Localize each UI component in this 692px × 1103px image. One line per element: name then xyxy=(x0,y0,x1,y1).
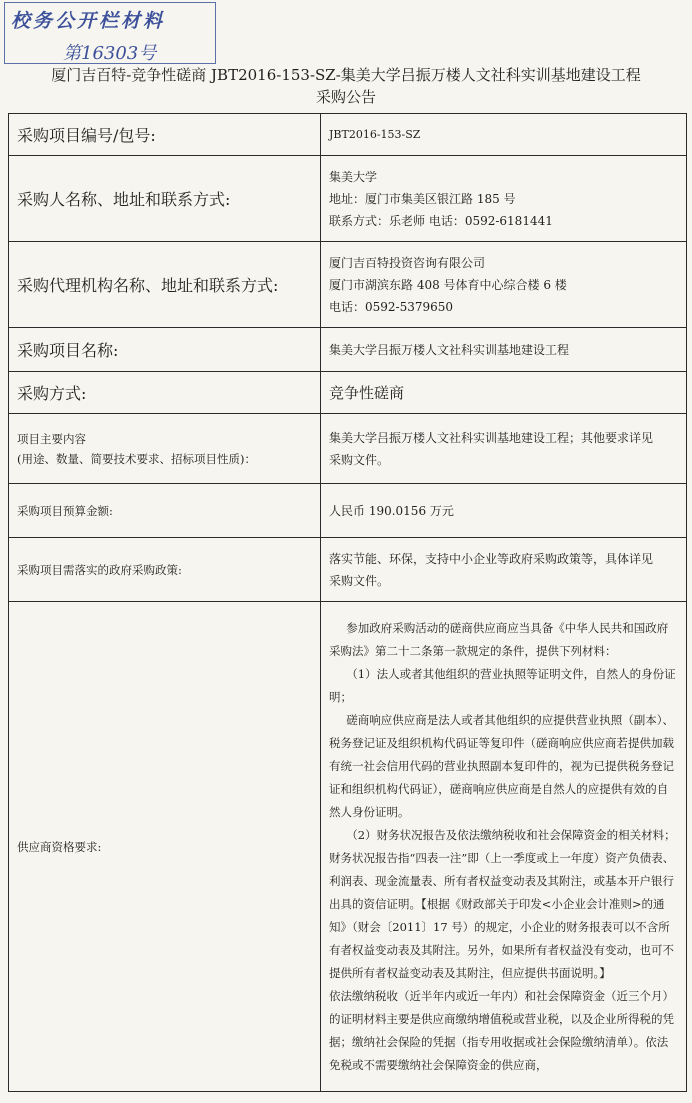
row-policy xyxy=(9,538,687,602)
label-policy: 采购项目需落实的政府采购政策: xyxy=(9,538,321,602)
row-procurement-method xyxy=(9,372,687,414)
row-purchaser xyxy=(9,156,687,242)
stamp-number: 第16303号 xyxy=(63,43,157,64)
value-project-number: JBT2016-153-SZ xyxy=(321,114,687,156)
row-project-name xyxy=(9,328,687,372)
label-procurement-method: 采购方式: xyxy=(9,372,321,414)
title-line-2: 采购公告 xyxy=(315,88,376,106)
row-agency xyxy=(9,242,687,328)
label-qualification: 供应商资格要求: xyxy=(9,602,321,1092)
label-main-content: 项目主要内容 (用途、数量、简要技术要求、招标项目性质)： xyxy=(9,414,321,484)
label-budget: 采购项目预算金额: xyxy=(9,484,321,538)
qualification-paragraph: （2）财务状况报告及依法缴纳税收和社会保障资金的相关材料； xyxy=(346,827,676,842)
qualification-paragraph: （1）法人或者其他组织的营业执照等证明文件，自然人的身份证明； xyxy=(329,666,676,704)
title-line-1: 厦门吉百特-竞争性磋商 JBT2016-153-SZ-集美大学吕振万楼人文社科实训基地建设工程 xyxy=(51,66,641,84)
label-project-number: 采购项目编号/包号: xyxy=(9,114,321,156)
value-procurement-method: 竞争性磋商 xyxy=(321,372,687,414)
row-project-number xyxy=(9,114,687,156)
document-title xyxy=(0,64,692,108)
value-project-name: 集美大学吕振万楼人文社科实训基地建设工程 xyxy=(321,328,687,372)
row-qualification xyxy=(9,602,687,1092)
archive-stamp xyxy=(4,2,216,64)
row-main-content xyxy=(9,414,687,484)
value-qualification xyxy=(321,602,687,1092)
announcement-table xyxy=(8,113,687,1092)
value-purchaser: 集美大学 地址：厦门市集美区银江路 185 号 联系方式：乐老师 电话：0592-6181441 xyxy=(321,156,687,242)
qualification-paragraph: 财务状况报告指“四表一注”即（上一季度或上一年度）资产负债表、利润表、现金流量表、所有者权益变动表及其附注，或基本开户银行出具的资信证明。【根据《财政部关于印发<小企业会计准则>的通知》（财会〔2011〕17 号）的规定，小企业的财务报表可以不含所有者权益变动表及其附注。另外，如果所有者权益没有变动，也可不提供所有者权益变动表及其附注，但应提供书面说明。】 xyxy=(329,850,675,980)
qualification-paragraph: 参加政府采购活动的磋商供应商应当具备《中华人民共和国政府采购法》第二十二条第一款规定的条件，提供下列材料： xyxy=(329,620,669,658)
value-budget: 人民币 190.0156 万元 xyxy=(321,484,687,538)
qualification-paragraph: 依法缴纳税收（近半年内或近一年内）和社会保障资金（近三个月）的证明材料主要是供应商缴纳增值税或营业税，以及企业所得税的凭据；缴纳社会保险的凭据（指专用收据或社会保险缴纳清单）。依法免税或不需要缴纳社会保障资金的供应商， xyxy=(329,988,674,1072)
value-agency: 厦门吉百特投资咨询有限公司 厦门市湖滨东路 408 号体育中心综合楼 6 楼 电话：0592-5379650 xyxy=(321,242,687,328)
label-purchaser: 采购人名称、地址和联系方式: xyxy=(9,156,321,242)
label-project-name: 采购项目名称: xyxy=(9,328,321,372)
row-budget xyxy=(9,484,687,538)
qualification-paragraph: 磋商响应供应商是法人或者其他组织的应提供营业执照（副本）、税务登记证及组织机构代码证等复印件（磋商响应供应商若提供加载有统一社会信用代码的营业执照副本复印件的，视为已提供税务登记证和组织机构代码证），磋商响应供应商是自然人的应提供有效的自然人身份证明。 xyxy=(329,712,674,819)
label-agency: 采购代理机构名称、地址和联系方式: xyxy=(9,242,321,328)
stamp-title: 校务公开栏材料 xyxy=(11,10,166,32)
value-main-content: 集美大学吕振万楼人文社科实训基地建设工程；其他要求详见 采购文件。 xyxy=(321,414,687,484)
value-policy: 落实节能、环保，支持中小企业等政府采购政策等，具体详见 采购文件。 xyxy=(321,538,687,602)
